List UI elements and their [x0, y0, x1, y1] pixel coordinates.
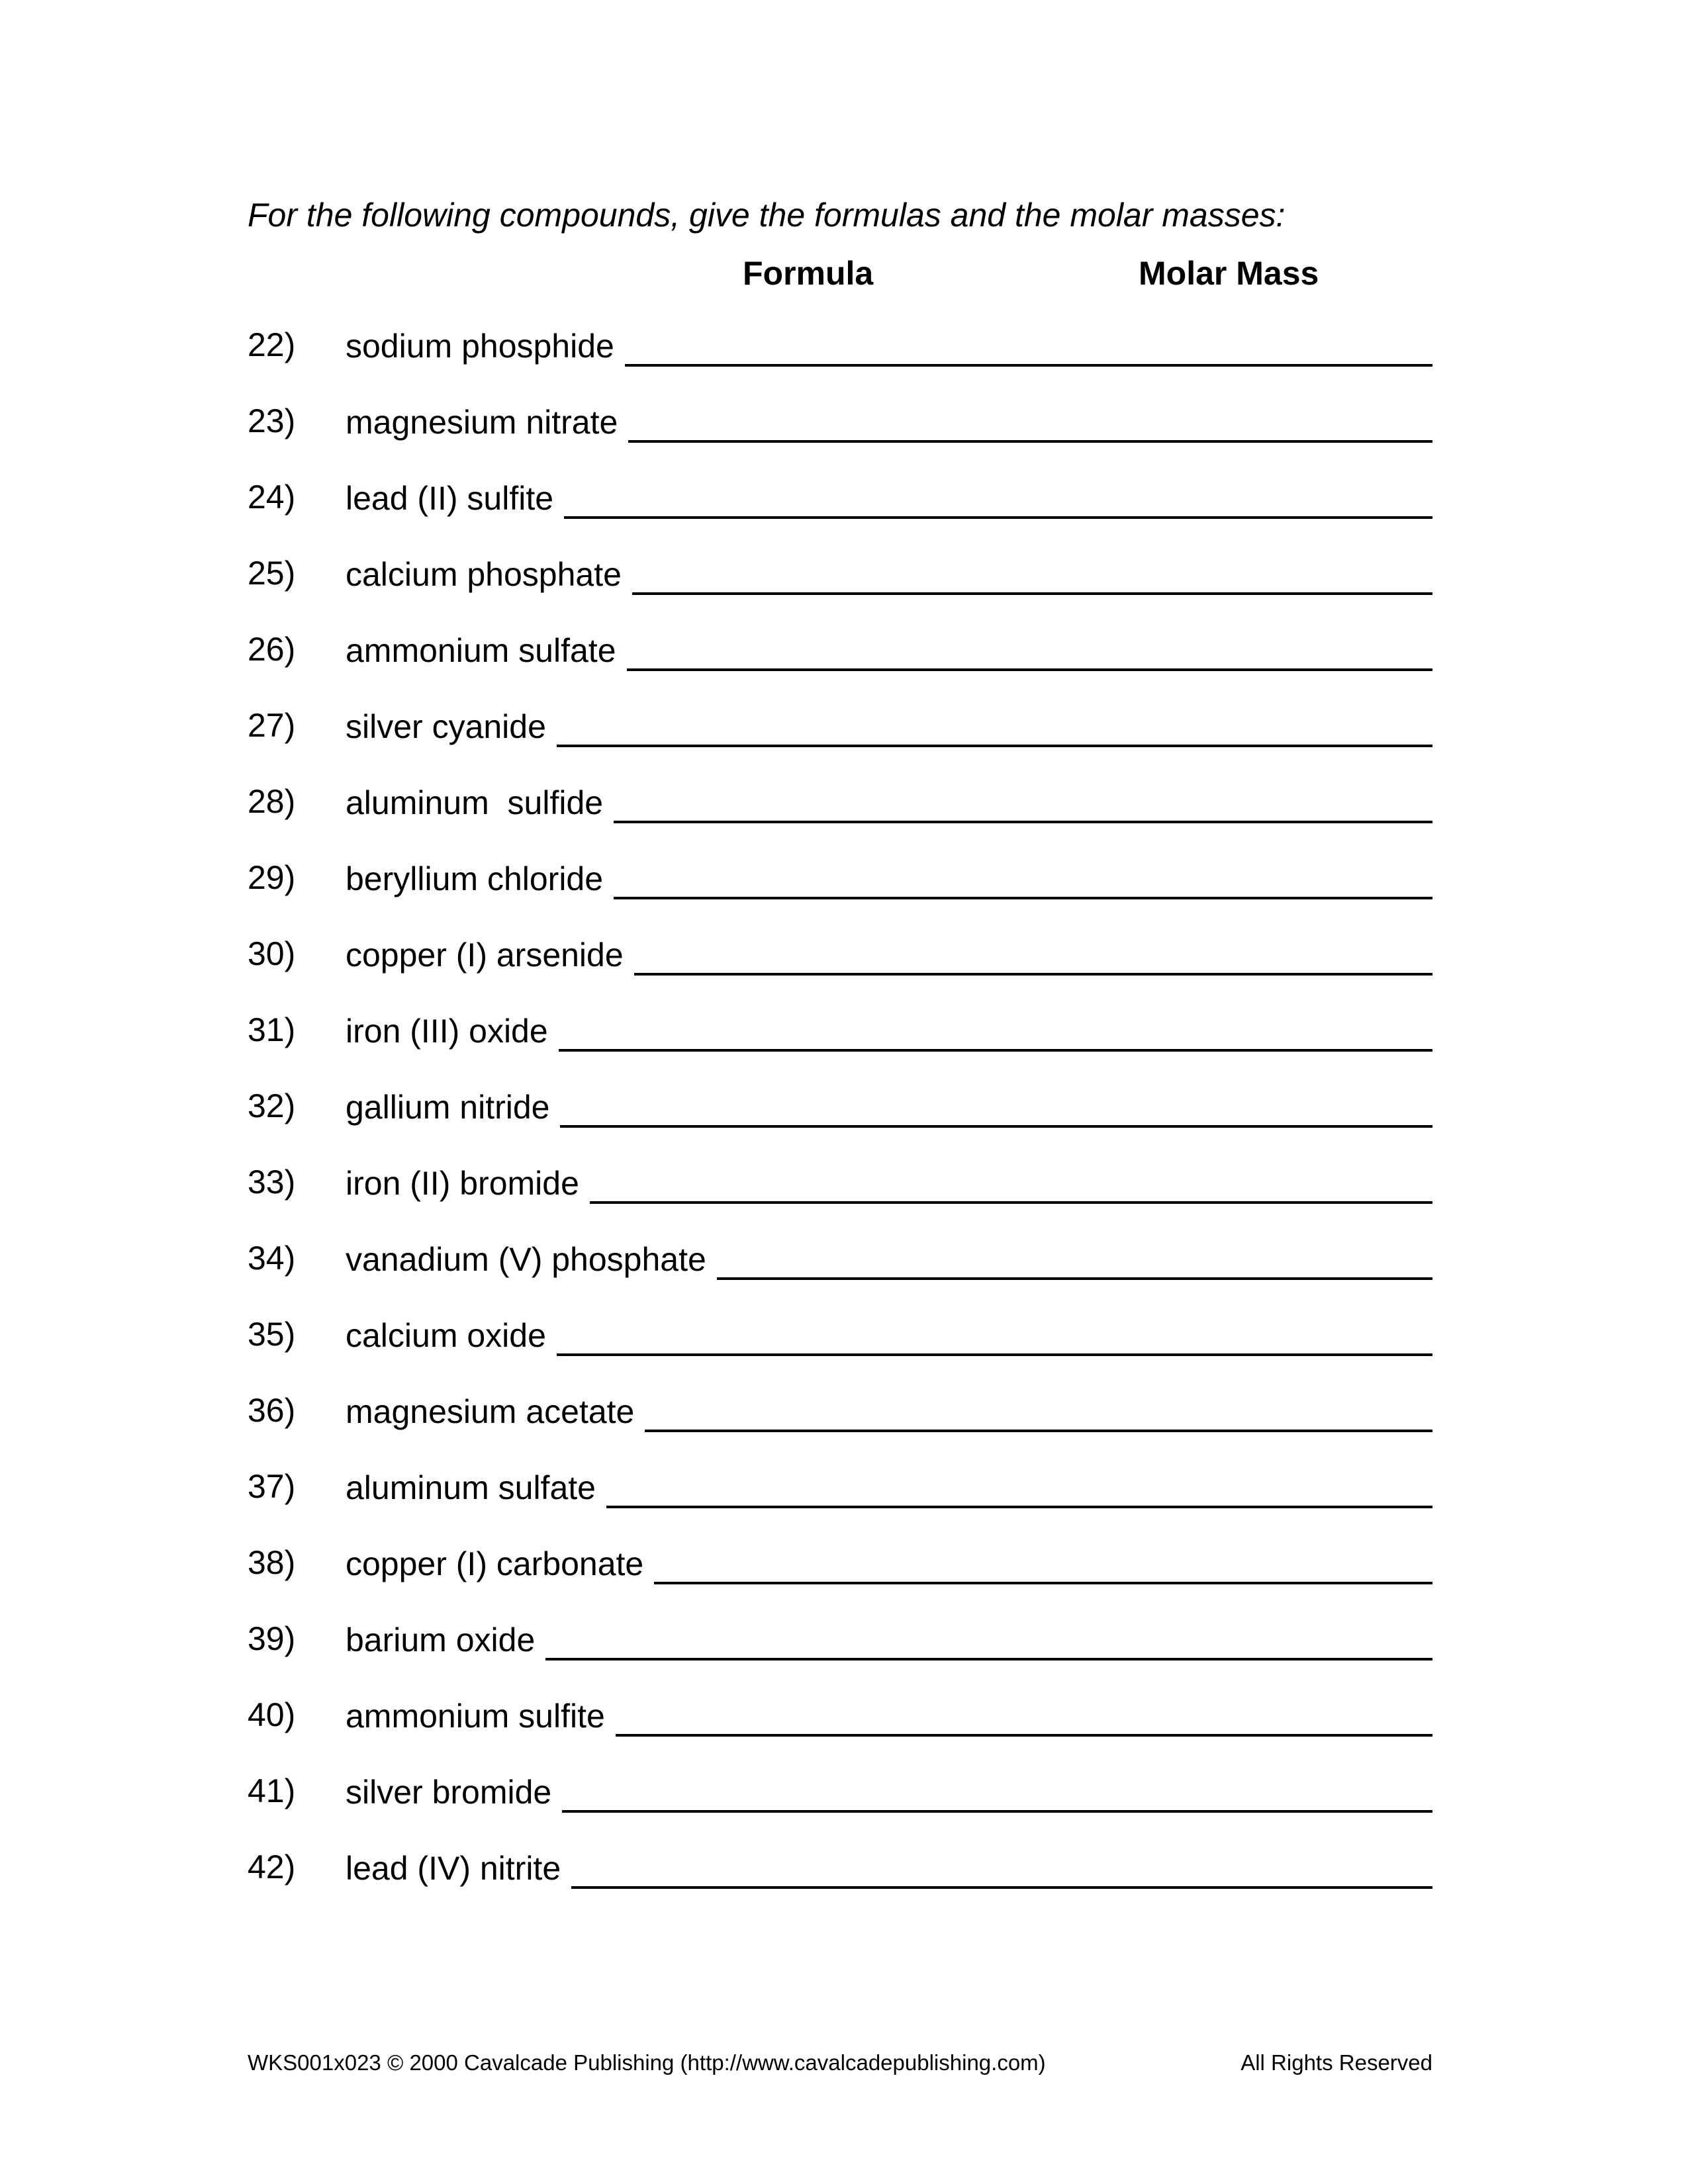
- question-number: 35): [248, 1316, 296, 1353]
- question-number: 27): [248, 707, 296, 744]
- question-body: [346, 1163, 1432, 1204]
- answer-blank[interactable]: [634, 938, 1432, 976]
- question-row: [248, 1005, 1432, 1081]
- answer-blank[interactable]: [557, 1319, 1432, 1356]
- compound-name: iron (II) bromide: [346, 1165, 579, 1202]
- compound-name: silver cyanide: [346, 708, 546, 745]
- question-body: [346, 1619, 1432, 1661]
- answer-blank[interactable]: [628, 406, 1432, 443]
- answer-blank[interactable]: [557, 710, 1432, 747]
- question-number: 23): [248, 402, 296, 439]
- question-row: [248, 1766, 1432, 1843]
- question-row: [248, 1386, 1432, 1462]
- question-row: [248, 1234, 1432, 1310]
- question-row: [248, 396, 1432, 473]
- question-number: 29): [248, 859, 296, 896]
- question-body: [346, 706, 1432, 747]
- answer-blank[interactable]: [627, 634, 1433, 671]
- answer-blank[interactable]: [560, 1091, 1432, 1128]
- answer-blank[interactable]: [559, 1015, 1432, 1052]
- footer-rights: All Rights Reserved: [1241, 2050, 1432, 2075]
- compound-name: gallium nitride: [346, 1089, 550, 1126]
- question-number: 36): [248, 1392, 296, 1429]
- question-body: [346, 1696, 1432, 1737]
- question-number: 32): [248, 1087, 296, 1124]
- question-number: 42): [248, 1848, 296, 1886]
- question-body: [346, 1011, 1432, 1052]
- instructions: For the following compounds, give the formulas and the molar masses:: [248, 197, 1286, 234]
- compound-name: sodium phosphide: [346, 328, 614, 365]
- question-body: [346, 1087, 1432, 1128]
- question-row: [248, 320, 1432, 396]
- question-row: [248, 1843, 1432, 1919]
- question-number: 40): [248, 1696, 296, 1733]
- question-body: [346, 934, 1432, 976]
- compound-name: silver bromide: [346, 1774, 552, 1811]
- compound-name: calcium oxide: [346, 1317, 546, 1354]
- compound-name: aluminum sulfate: [346, 1469, 596, 1506]
- question-body: [346, 630, 1432, 671]
- question-row: [248, 1462, 1432, 1538]
- question-body: [346, 326, 1432, 367]
- compound-name: lead (IV) nitrite: [346, 1850, 561, 1887]
- footer-copyright: WKS001x023 © 2000 Cavalcade Publishing (http://www.cavalcadepublishing.com): [248, 2050, 1046, 2075]
- compound-name: iron (III) oxide: [346, 1013, 548, 1050]
- question-row: [248, 473, 1432, 549]
- question-body: [346, 1315, 1432, 1356]
- compound-name: calcium phosphate: [346, 556, 622, 593]
- answer-blank[interactable]: [606, 1471, 1432, 1508]
- answer-blank[interactable]: [616, 1700, 1432, 1737]
- question-row: [248, 701, 1432, 777]
- question-body: [346, 1391, 1432, 1432]
- formula-column-header: Formula: [743, 255, 874, 292]
- question-number: 39): [248, 1620, 296, 1657]
- answer-blank[interactable]: [571, 1852, 1432, 1889]
- question-number: 24): [248, 478, 296, 516]
- answer-blank[interactable]: [654, 1547, 1432, 1584]
- question-number: 37): [248, 1468, 296, 1505]
- compound-name: ammonium sulfate: [346, 632, 616, 669]
- question-number: 31): [248, 1011, 296, 1048]
- compound-name: lead (II) sulfite: [346, 480, 554, 517]
- question-number: 25): [248, 555, 296, 592]
- question-row: [248, 929, 1432, 1005]
- question-body: [346, 478, 1432, 519]
- question-row: [248, 1690, 1432, 1766]
- answer-blank[interactable]: [545, 1623, 1432, 1661]
- question-row: [248, 1081, 1432, 1158]
- question-body: [346, 554, 1432, 595]
- question-number: 26): [248, 631, 296, 668]
- question-number: 33): [248, 1163, 296, 1201]
- question-number: 34): [248, 1240, 296, 1277]
- question-row: [248, 777, 1432, 853]
- answer-blank[interactable]: [614, 786, 1432, 823]
- question-body: [346, 1772, 1432, 1813]
- question-row: [248, 549, 1432, 625]
- question-row: [248, 1158, 1432, 1234]
- question-list: [248, 320, 1432, 1919]
- question-row: [248, 625, 1432, 701]
- answer-blank[interactable]: [564, 482, 1432, 519]
- answer-blank[interactable]: [614, 862, 1432, 899]
- question-body: [346, 1543, 1432, 1584]
- compound-name: aluminum sulfide: [346, 784, 604, 821]
- question-body: [346, 1239, 1432, 1280]
- compound-name: barium oxide: [346, 1621, 536, 1659]
- question-row: [248, 1310, 1432, 1386]
- question-number: 28): [248, 783, 296, 820]
- question-number: 38): [248, 1544, 296, 1581]
- compound-name: copper (I) arsenide: [346, 936, 624, 974]
- answer-blank[interactable]: [590, 1167, 1432, 1204]
- question-number: 22): [248, 326, 296, 363]
- molar-mass-column-header: Molar Mass: [1139, 255, 1319, 292]
- question-number: 41): [248, 1772, 296, 1809]
- question-row: [248, 853, 1432, 929]
- compound-name: copper (I) carbonate: [346, 1545, 644, 1582]
- answer-blank[interactable]: [645, 1395, 1432, 1432]
- answer-blank[interactable]: [632, 558, 1432, 595]
- compound-name: magnesium acetate: [346, 1393, 635, 1430]
- question-body: [346, 782, 1432, 823]
- answer-blank[interactable]: [625, 330, 1432, 367]
- question-number: 30): [248, 935, 296, 972]
- answer-blank[interactable]: [562, 1776, 1432, 1813]
- answer-blank[interactable]: [717, 1243, 1432, 1280]
- question-body: [346, 858, 1432, 899]
- question-body: [346, 1848, 1432, 1889]
- question-row: [248, 1538, 1432, 1614]
- compound-name: ammonium sulfite: [346, 1698, 605, 1735]
- compound-name: beryllium chloride: [346, 860, 604, 897]
- compound-name: magnesium nitrate: [346, 404, 618, 441]
- question-row: [248, 1614, 1432, 1690]
- question-body: [346, 402, 1432, 443]
- question-body: [346, 1467, 1432, 1508]
- compound-name: vanadium (V) phosphate: [346, 1241, 706, 1278]
